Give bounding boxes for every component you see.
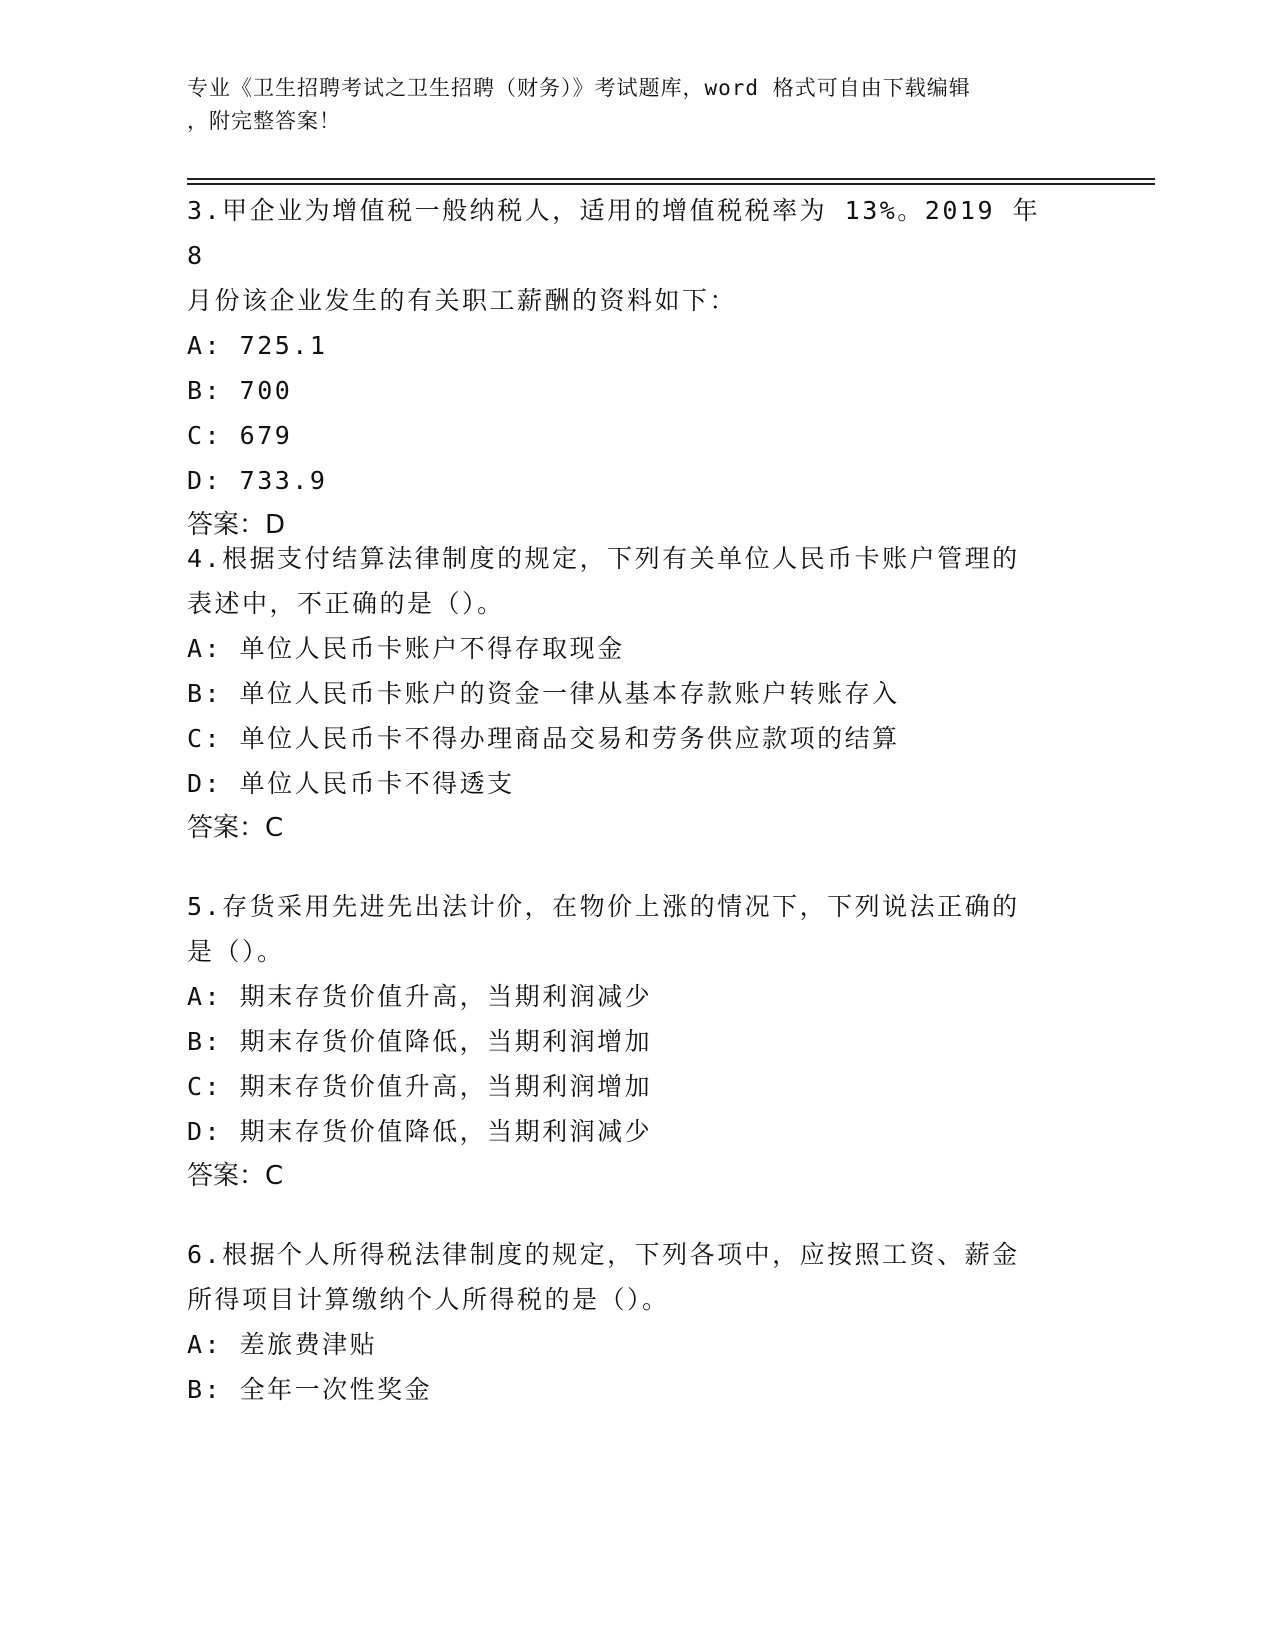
question-3-option-d: D: 733.9 — [187, 466, 328, 495]
question-6-option-a: A: 差旅费津贴 — [187, 1330, 378, 1359]
question-4-text-line-2: 表述中，不正确的是（）。 — [187, 589, 505, 618]
header-line-2: ，附完整答案！ — [187, 109, 341, 133]
question-4-option-a: A: 单位人民币卡账户不得存取现金 — [187, 634, 625, 663]
question-5-option-c: C: 期末存货价值升高，当期利润增加 — [187, 1072, 653, 1101]
question-6 — [187, 1232, 1067, 1412]
question-6-text-line-2: 所得项目计算缴纳个人所得税的是（）。 — [187, 1285, 670, 1314]
question-4-text-line-1: 4.根据支付结算法律制度的规定，下列有关单位人民币卡账户管理的 — [187, 544, 1020, 573]
question-6-text-line-1: 6.根据个人所得税法律制度的规定，下列各项中，应按照工资、薪金 — [187, 1240, 1020, 1269]
question-3-answer: 答案：D — [187, 510, 286, 540]
question-3-text-line-1: 3.甲企业为增值税一般纳税人，适用的增值税税率为 13%。2019 年 8 — [187, 196, 1041, 270]
question-3-option-a: A: 725.1 — [187, 331, 328, 360]
document-header — [187, 72, 1087, 138]
header-divider-top — [187, 178, 1155, 180]
question-5-answer: 答案：C — [187, 1161, 284, 1191]
question-5-text-line-1: 5.存货采用先进先出法计价，在物价上涨的情况下，下列说法正确的 — [187, 892, 1020, 921]
question-4-option-d: D: 单位人民币卡不得透支 — [187, 769, 515, 798]
question-5-option-b: B: 期末存货价值降低，当期利润增加 — [187, 1027, 653, 1056]
question-4-answer: 答案：C — [187, 813, 284, 843]
question-3-text-line-2: 月份该企业发生的有关职工薪酬的资料如下： — [187, 286, 738, 315]
question-5-option-d: D: 期末存货价值降低，当期利润减少 — [187, 1117, 653, 1146]
question-4-option-c: C: 单位人民币卡不得办理商品交易和劳务供应款项的结算 — [187, 724, 900, 753]
question-4-option-b: B: 单位人民币卡账户的资金一律从基本存款账户转账存入 — [187, 679, 900, 708]
question-5 — [187, 884, 1067, 1199]
header-divider-bottom — [187, 183, 1155, 185]
header-line-1: 专业《卫生招聘考试之卫生招聘（财务）》考试题库，word 格式可自由下载编辑 — [187, 76, 971, 100]
question-4 — [187, 536, 1067, 851]
question-5-text-line-2: 是（）。 — [187, 937, 285, 966]
question-6-option-b: B: 全年一次性奖金 — [187, 1375, 433, 1404]
question-3-option-b: B: 700 — [187, 376, 293, 405]
question-5-option-a: A: 期末存货价值升高，当期利润减少 — [187, 982, 653, 1011]
question-3 — [187, 188, 1067, 548]
question-3-option-c: C: 679 — [187, 421, 293, 450]
